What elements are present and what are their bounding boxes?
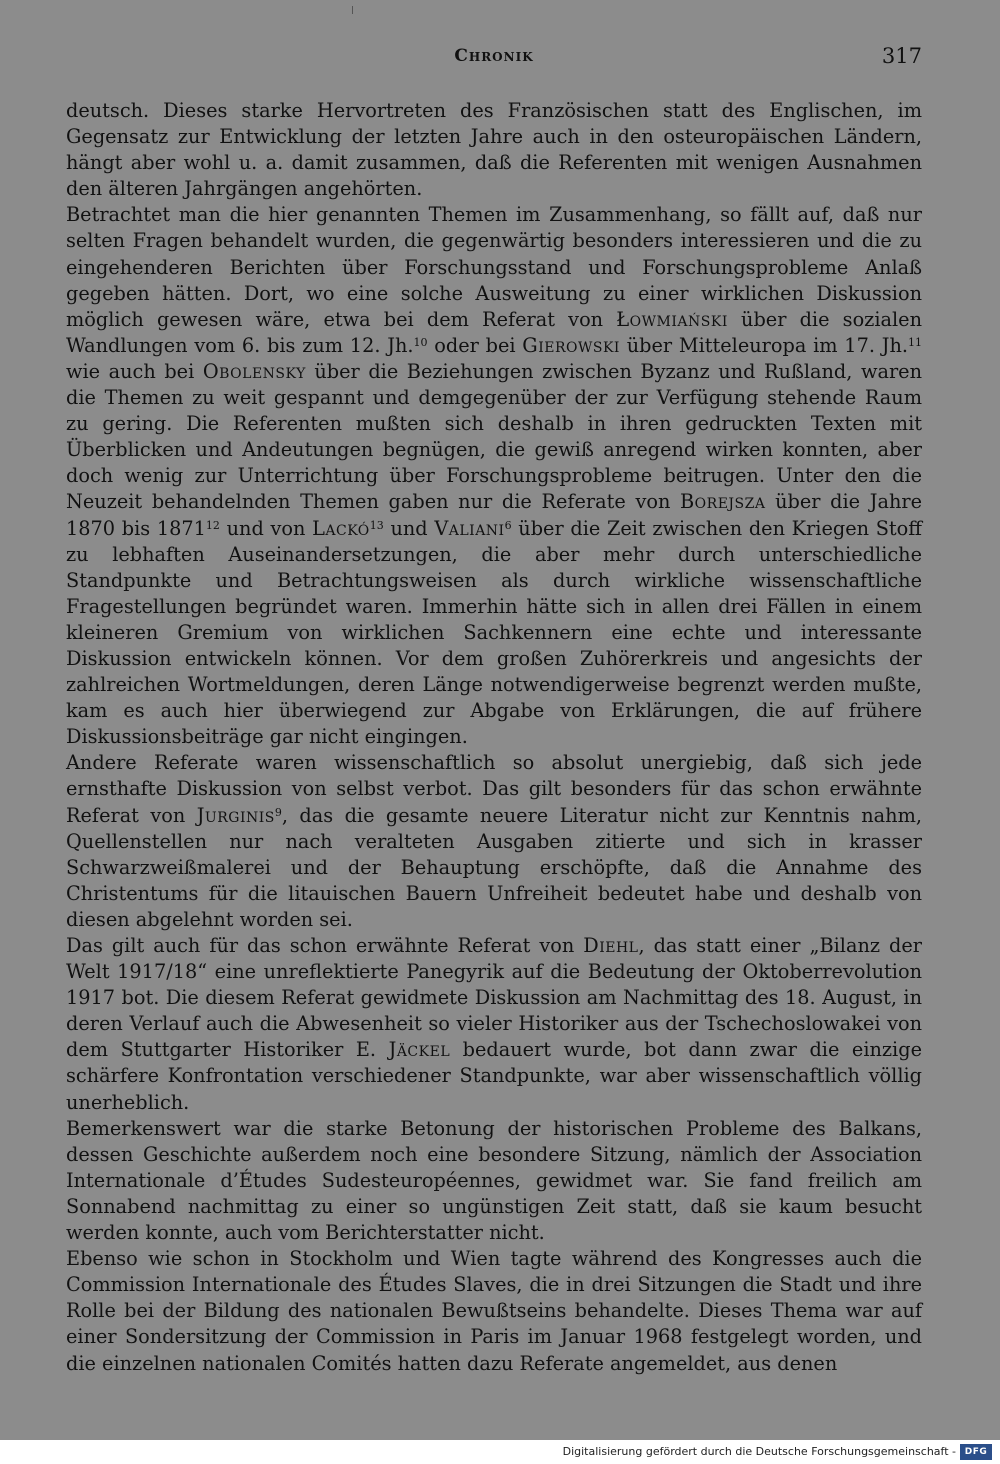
text-run: und: [383, 516, 435, 540]
footnote-ref: 9: [274, 805, 282, 819]
footnote-ref: 11: [908, 335, 922, 349]
text-run: über die sozialen Wandlungen vom 6. bis zum 12. Jh.: [66, 307, 923, 357]
text-run: über die Zeit zwischen den Kriegen Stoff zu lebhaften Auseinandersetzungen, die aber mehr durch unterschiedliche Standpunkte und Betrachtungsweisen als durch wirkliche wissenschaftliche Fragestellungen begründet waren. Immerhin hätte sich in allen drei Fällen in einem kleineren Gremium von wirklichen Sachkennern eine echte und interessante Diskussion entwickeln können. Vor dem großen Zuhörerkreis und angesichts der zahlreichen Wortmeldungen, deren Länge notwendigerweise begrenzt werden mußte, kam es auch hier überwiegend zur Abgabe von Erklärungen, die auf frühere Diskussionsbeiträge gar nicht eingingen.: [66, 516, 922, 749]
paragraph: [66, 1246, 922, 1376]
footnote-ref: 12: [205, 518, 220, 532]
author-name: Borejsza: [680, 490, 766, 514]
author-name: Lackó: [312, 516, 370, 540]
footnote-ref: 6: [504, 518, 512, 532]
page-number: 317: [881, 44, 922, 68]
page-header: [66, 46, 922, 74]
funding-notice: Digitalisierung gefördert durch die Deutsche Forschungsgemeinschaft -: [562, 1445, 956, 1458]
footnote-ref: 13: [369, 518, 384, 532]
text-run: Ebenso wie schon in Stockholm und Wien tagte während des Kongresses auch die Commission Internationale des Études Slaves, die in drei Sitzungen die Stadt und ihre Rolle bei der Bildung des nationalen Bewußtseins behandelte. Dieses Thema war auf einer Sondersitzung der Commission in Paris im Januar 1968 festgelegt worden, und die einzelnen nationalen Comités hatten dazu Referate angemeldet, aus denen: [66, 1247, 922, 1375]
author-name: Jäckel: [388, 1038, 451, 1062]
author-name: Gierowski: [522, 333, 620, 357]
body-text: [66, 98, 922, 1377]
text-run: deutsch. Dieses starke Hervortreten des Französischen statt des Englischen, im Gegensatz zur Entwicklung der letzten Jahre auch in den osteuropäischen Ländern, hängt aber wohl u. a. damit zusammen, daß die Referenten mit wenigen Ausnahmen den älteren Jahrgängen angehörten.: [66, 99, 922, 201]
author-name: Jurginis: [196, 803, 275, 827]
text-run: , das die gesamte neuere Literatur nicht zur Kenntnis nahm, Quellenstellen nur nach veralteten Ausgaben zitierte und sich in krasser Schwarzweißmalerei und der Behauptung erschöpfte, daß die Annahme des Christentums für die litauischen Bauern Unfreiheit bedeutet habe und deshalb von diesen abgelehnt worden sei.: [66, 803, 922, 931]
text-run: über die Beziehungen zwischen Byzanz und Rußland, waren die Themen zu weit gespannt und demgegenüber der zur Verfügung stehende Raum zu gering. Die Referenten mußten sich deshalb in ihren gedruckten Texten mit Überblicken und Andeutungen begnügen, die gewiß anregend wirken konnten, aber doch wenig zur Unterrichtung über Forschungsprobleme beitrugen. Unter den die Neuzeit behandelnden Themen gaben nur die Referate von: [66, 359, 922, 514]
author-name: Valiani: [434, 516, 505, 540]
author-name: Łowmiański: [616, 307, 728, 331]
footnote-ref: 10: [413, 335, 428, 349]
author-name: Diehl: [583, 934, 639, 957]
text-run: über Mitteleuropa im 17. Jh.: [619, 333, 908, 357]
text-run: Das gilt auch für das schon erwähnte Referat von: [66, 934, 584, 957]
digitization-footer: [0, 1440, 1000, 1464]
paragraph: [66, 750, 922, 933]
text-run: Bemerkenswert war die starke Betonung der historischen Probleme des Balkans, dessen Geschichte außerdem noch eine besondere Sitzung, nämlich der Association Internationale d’Études Sudesteuropéennes, gewidmet war. Sie fand freilich am Sonnabend nachmittag zu einer so ungünstigen Zeit statt, daß sie kaum besucht werden konnte, auch vom Berichterstatter nicht.: [66, 1116, 922, 1245]
running-head: Chronik: [454, 46, 534, 66]
dfg-logo: DFG: [960, 1444, 992, 1460]
text-run: und von: [219, 516, 313, 540]
text-run: bedauert wurde, bot dann zwar die einzige schärfere Konfrontation verschiedener Standpunkte, war aber wissenschaftlich völlig unerheblich.: [66, 1038, 922, 1114]
text-run: , das statt einer „Bilanz der Welt 1917/18“ eine unreflektierte Panegyrik auf die Bedeutung der Oktoberrevolution 1917 bot. Die diesem Referat gewidmete Diskussion am Nachmittag des 18. August, in deren Verlauf auch die Abwesenheit so vieler Historiker aus der Tschechoslowakei von dem Stuttgarter Historiker E.: [66, 934, 922, 1062]
author-name: Obolensky: [202, 359, 306, 383]
scan-mark: [352, 6, 353, 14]
text-run: wie auch bei: [66, 359, 203, 383]
text-run: oder bei: [427, 333, 523, 357]
text-run: über die Jahre 1870 bis 1871: [66, 490, 922, 540]
paragraph: [66, 933, 922, 1116]
paragraph: [66, 1116, 922, 1246]
paragraph: [66, 202, 922, 750]
text-run: Andere Referate waren wissenschaftlich so absolut unergiebig, daß sich jede ernsthafte Diskussion von selbst verbot. Das gilt besonders für das schon erwähnte Referat von: [66, 751, 922, 827]
paragraph: [66, 98, 922, 202]
text-run: Betrachtet man die hier genannten Themen im Zusammenhang, so fällt auf, daß nur selten Fragen behandelt wurden, die gegenwärtig besonders interessieren und die zu eingehenderen Berichten über Forschungsstand und Forschungsprobleme Anlaß gegeben hätten. Dort, wo eine solche Ausweitung zu einer wirklichen Diskussion möglich gewesen wäre, etwa bei dem Referat von: [66, 203, 922, 331]
